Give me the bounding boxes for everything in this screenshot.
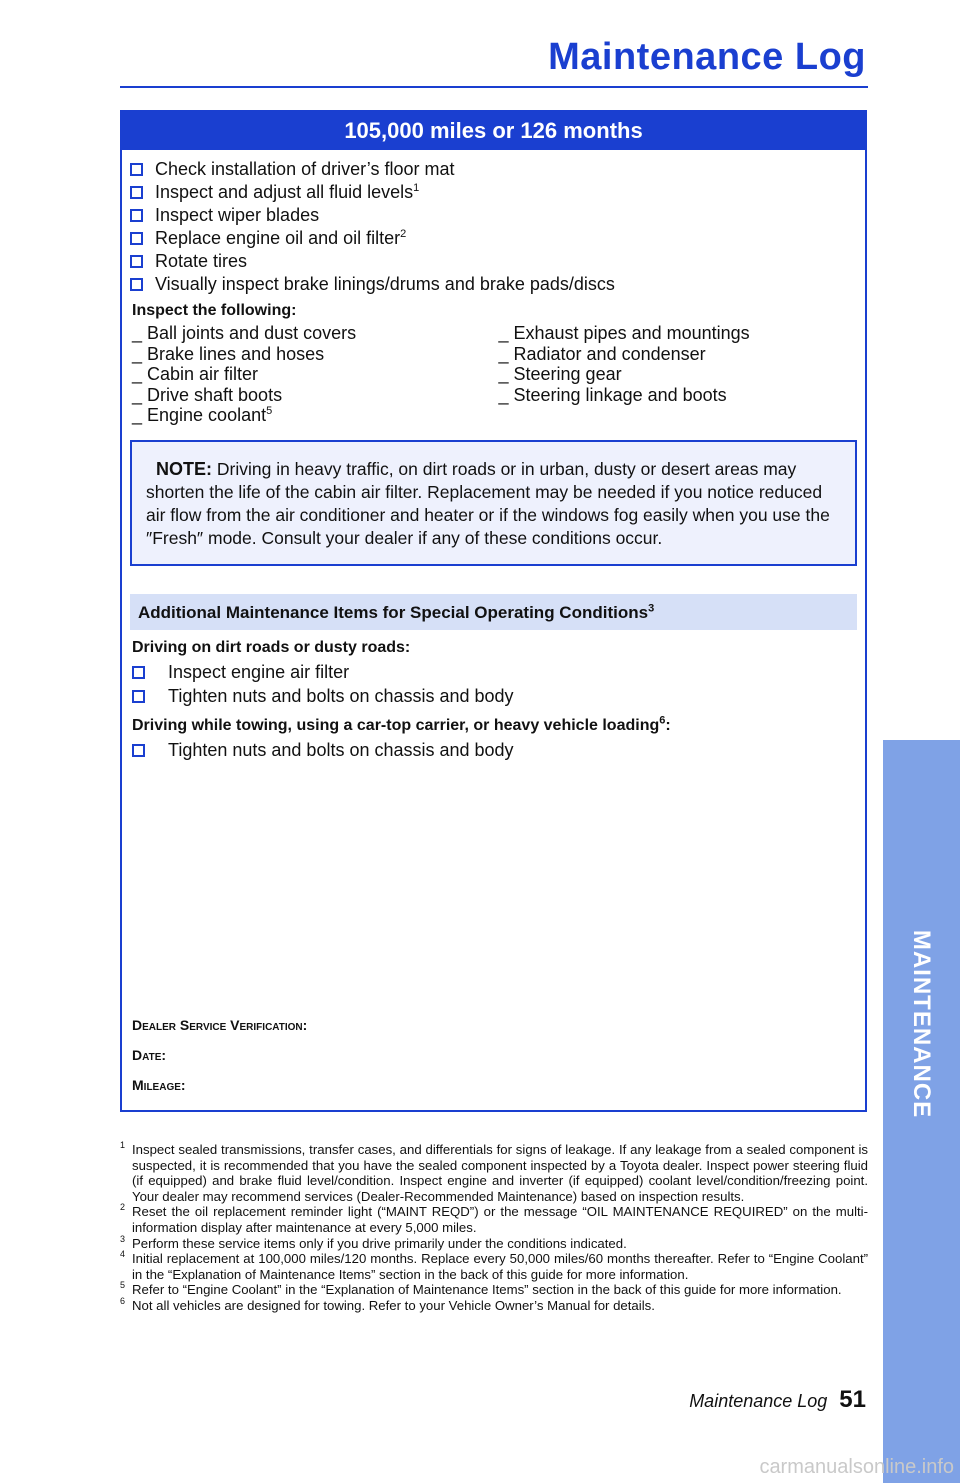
inspect-item: _ Ball joints and dust covers xyxy=(132,323,357,343)
mileage-label: Mileage: xyxy=(132,1077,186,1093)
inspect-item: _ Brake lines and hoses xyxy=(132,343,325,364)
page-footer xyxy=(689,1386,866,1414)
interval-header: 105,000 miles or 126 months xyxy=(122,112,865,150)
checkbox-icon[interactable] xyxy=(130,186,143,199)
inspect-heading: Inspect the following: xyxy=(132,302,297,319)
checkbox-icon[interactable] xyxy=(130,209,143,222)
condition-item: Inspect engine air filter xyxy=(132,660,865,684)
footnote: 4 Initial replacement at 100,000 miles/120 months. Replace every 50,000 miles/60 months thereafter. Refer to “Engine Coolant” in the “Explanation of Maintenance Items” section in the back of this guide for more information. xyxy=(120,1249,868,1282)
inspect-item: _ Exhaust pipes and mountings xyxy=(498,323,750,343)
checkbox-icon[interactable] xyxy=(132,690,145,703)
footnote-ref: 2 xyxy=(400,228,407,240)
dirt-roads-heading: Driving on dirt roads or dusty roads: xyxy=(132,638,411,656)
checkbox-icon[interactable] xyxy=(130,255,143,268)
condition-item: Tighten nuts and bolts on chassis and body xyxy=(132,738,865,762)
footer-text: Maintenance Log xyxy=(689,1391,828,1411)
page-title: Maintenance Log xyxy=(548,36,866,78)
checklist-item xyxy=(130,158,865,181)
footnote-ref: 1 xyxy=(413,182,420,194)
checklist-item-label: Replace engine oil and oil filter xyxy=(155,228,401,248)
footnote: 5 Refer to “Engine Coolant” in the “Explanation of Maintenance Items” section in the back of this guide for more information. xyxy=(120,1280,842,1298)
checkbox-icon[interactable] xyxy=(132,666,145,679)
watermark: carmanualsonline.info xyxy=(759,1456,954,1478)
footnote: 2 Reset the oil replacement reminder light (“MAINT REQD”) or the message “OIL MAINTENANCE REQUIRED” on the multi-information display after maintenance at every 5,000 miles. xyxy=(120,1202,868,1235)
inspect-item: _ Steering linkage and boots xyxy=(498,384,727,405)
checklist-item xyxy=(130,181,865,204)
checklist-item-label: Inspect and adjust all fluid levels xyxy=(155,182,414,202)
dealer-verification xyxy=(132,1017,307,1107)
dealer-service-verification-label: Dealer Service Verification: xyxy=(132,1017,308,1033)
title-rule xyxy=(120,86,868,88)
date-label: Date: xyxy=(132,1047,167,1063)
checklist-item-label: Inspect wiper blades xyxy=(155,205,320,225)
maintenance-side-tab xyxy=(883,740,960,1483)
checklist-item xyxy=(130,273,865,296)
towing-heading: Driving while towing, using a car-top carrier, or heavy vehicle loading$^6$: xyxy=(132,714,671,734)
inspect-item: _ Engine coolant$^5$ xyxy=(132,405,273,425)
note-label: NOTE: xyxy=(156,458,212,479)
note-box xyxy=(130,440,857,566)
inspect-item: _ Radiator and condenser xyxy=(498,343,706,364)
additional-maintenance-banner: Additional Maintenance Items for Special Operating Conditions$^3$ xyxy=(130,594,857,630)
footnote: 6 Not all vehicles are designed for towing. Refer to your Vehicle Owner’s Manual for details. xyxy=(120,1295,655,1313)
checklist-item-label: Check installation of driver’s floor mat xyxy=(155,159,455,179)
checkbox-icon[interactable] xyxy=(130,278,143,291)
inspect-list-left xyxy=(132,323,499,426)
inspect-list xyxy=(132,323,865,426)
condition-item: Tighten nuts and bolts on chassis and body xyxy=(132,684,865,708)
checklist-item-label: Rotate tires xyxy=(155,251,248,271)
inspect-list-right xyxy=(499,323,866,426)
checkbox-icon[interactable] xyxy=(130,232,143,245)
service-checklist xyxy=(122,150,865,296)
inspect-item: _ Cabin air filter xyxy=(132,364,259,384)
checkbox-icon[interactable] xyxy=(130,163,143,176)
checklist-item xyxy=(130,204,865,227)
checkbox-icon[interactable] xyxy=(132,744,145,757)
footnote: 3 Perform these service items only if you drive primarily under the conditions indicated. xyxy=(120,1233,627,1251)
footnote: 1 Inspect sealed transmissions, transfer cases, and differentials for signs of leakage. If any leakage from a sealed component is suspected, it is recommended that you have the sealed component inspected by a Toyota dealer. Inspect power steering fluid (if equipped) and brake fluid level/condition. Inspect engine and inverter (if equipped) coolant level/condition/freezing point. Your dealer may recommend services (Dealer-Recommended Maintenance) based on inspection results. xyxy=(120,1140,868,1204)
footnotes xyxy=(120,1142,868,1314)
towing-list xyxy=(132,738,865,762)
checklist-item xyxy=(130,250,865,273)
inspect-item: _ Steering gear xyxy=(498,364,622,384)
side-tab-label: MAINTENANCE xyxy=(908,929,935,1119)
maintenance-log-box xyxy=(120,110,867,1112)
note-text: Driving in heavy traffic, on dirt roads or in urban, dusty or desert areas may shorten the life of the cabin air filter. Replacement may be needed if you notice reduced air flow from the air conditioner and heater or if the windows fog easily when you use the ″Fresh″ mode. Consult your dealer if any of these conditions occur. xyxy=(146,458,830,548)
checklist-item xyxy=(130,227,865,250)
checklist-item-label: Visually inspect brake linings/drums and brake pads/discs xyxy=(155,274,615,294)
page-number: 51 xyxy=(839,1386,866,1413)
dirt-roads-list xyxy=(132,660,865,708)
inspect-item: _ Drive shaft boots xyxy=(132,384,283,405)
